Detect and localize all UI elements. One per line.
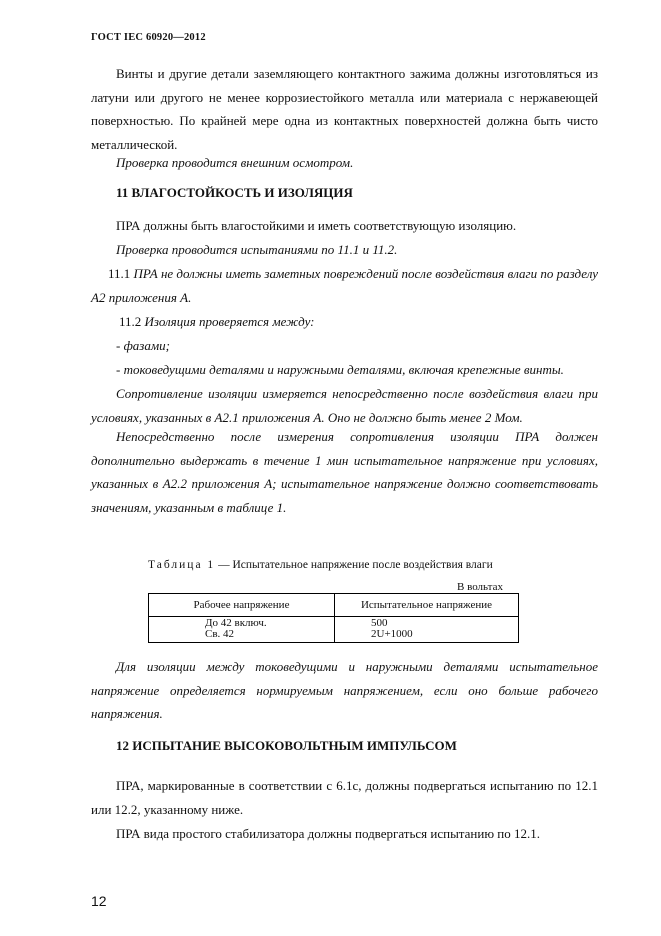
paragraph-test-voltage: Непосредственно после измерения сопротивления изоляции ПРА должен дополнительно выдержать в течение 1 мин испытательное напряжение при условиях, указанных в А2.2 приложения А; испытательное напряжение должно соответствовать значениям, указанным в таблице 1. xyxy=(91,429,598,515)
paragraph-screws: Винты и другие детали заземляющего контактного зажима должны изготовляться из латуни или другого не менее коррозиестойкого металла или материала с нержавеющей поверхностью. По крайней мере одна из контактных поверхностей должна быть чисто металлической. xyxy=(91,66,598,152)
paragraph-simple-ballast: ПРА вида простого стабилизатора должны подвергаться испытанию по 12.1. xyxy=(116,826,541,841)
table-caption xyxy=(148,559,493,571)
table-caption-label: Таблица 1 xyxy=(148,559,216,571)
table-cell-test xyxy=(335,617,519,643)
table-header-row xyxy=(149,594,519,617)
clause-11-1 xyxy=(91,262,598,309)
paragraph-resistance: Сопротивление изоляции измеряется непосредственно после воздействия влаги при условиях, указанных в А2.1 приложения А. Оно не должно быть менее 2 Мом. xyxy=(91,386,598,425)
paragraph-check-tests: Проверка проводится испытаниями по 11.1 и 11.2. xyxy=(116,242,398,257)
clause-11-1-text: ПРА не должны иметь заметных повреждений после воздействия влаги по разделу А2 приложения А. xyxy=(91,266,598,305)
table-caption-text: — Испытательное напряжение после воздействия влаги xyxy=(215,559,493,571)
list-item-parts: - токоведущими деталями и наружными деталями, включая крепежные винты. xyxy=(116,362,564,377)
section-11-heading: 11 ВЛАГОСТОЙКОСТЬ И ИЗОЛЯЦИЯ xyxy=(116,185,353,200)
table-cell-r2c1: Св. 42 xyxy=(205,628,235,640)
table-cell-working xyxy=(149,617,335,643)
paragraph-pra-moisture: ПРА должны быть влагостойкими и иметь соответствующую изоляцию. xyxy=(116,218,517,233)
page-number: 12 xyxy=(91,893,107,909)
paragraph-after-table: Для изоляции между токоведущими и наружными деталями испытательное напряжение определяется нормируемым напряжением, если оно больше рабочего напряжения. xyxy=(91,659,598,721)
clause-11-1-number: 11.1 xyxy=(108,266,131,281)
clause-11-2-number: 11.2 xyxy=(119,314,142,329)
table-header-test-voltage: Испытательное напряжение xyxy=(335,594,519,617)
section-12-heading: 12 ИСПЫТАНИЕ ВЫСОКОВОЛЬТНЫМ ИМПУЛЬСОМ xyxy=(116,738,457,753)
paragraph-marked: ПРА, маркированные в соответствии с 6.1с, должны подвергаться испытанию по 12.1 или 12.2, указанному ниже. xyxy=(91,778,598,817)
clause-11-2-text: Изоляция проверяется между: xyxy=(144,314,315,329)
clause-11-2 xyxy=(91,310,598,334)
voltage-table xyxy=(148,593,519,643)
table-unit: В вольтах xyxy=(457,581,503,593)
table-cell-r1c2: 500 xyxy=(371,617,388,629)
table-row xyxy=(149,617,519,643)
table-cell-r1c1: До 42 включ. xyxy=(205,617,267,629)
table-cell-r2c2: 2U+1000 xyxy=(371,628,413,640)
table-header-working-voltage: Рабочее напряжение xyxy=(149,594,335,617)
running-header: ГОСТ IEC 60920—2012 xyxy=(91,32,206,43)
list-item-phases: - фазами; xyxy=(116,338,171,353)
paragraph-check-visual: Проверка проводится внешним осмотром. xyxy=(116,155,354,170)
